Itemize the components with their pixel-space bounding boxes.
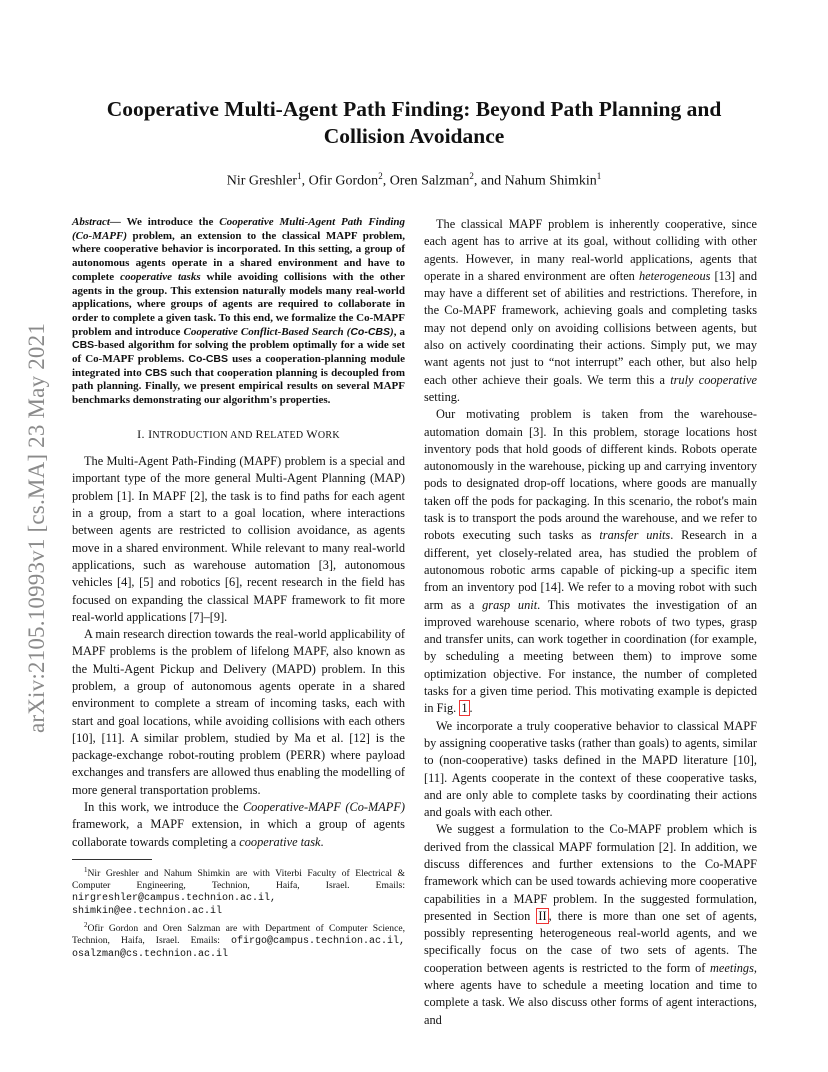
body-paragraph-3: We incorporate a truly cooperative behavior to classical MAPF by assigning cooperative tasks (rather than goals) to agents, similar to (non-cooperative) tasks defined in the MAPD literature [10], [11]. Agents cooperate in the context of these cooperative tasks, and are only able to complete tasks by coordinating their actions and goals with each other. [424,718,757,820]
section-heading: I. INTRODUCTION AND RELATED WORK [137,426,340,441]
intro-paragraph-3: In this work, we introduce the Cooperative-MAPF (Co-MAPF) framework, a MAPF extension, in which a group of agents collaborate towards completing a cooperative task. [72,800,405,849]
email-link[interactable]: nirgreshler@campus.technion.ac.il, [72,893,277,905]
body-paragraph-2: Our motivating problem is taken from the warehouse-automation domain [3]. In this problem, storage locations host inventory pods that hold goods of different kinds. Robots operate autonomously in the warehouse, picking up and carrying inventory pods to designated drop-off locations, where goods are manually taken off the pods for packaging. In this scenario, the robot's main task is to transport the pods around the warehouse, and we refer to robots executing such tasks as transfer units. Research in a different, yet closely-related area, has studied the problem of autonomous robotic arms capable of picking-up a specific item from an inventory pod [14]. We refer to a moving robot with such arm as a grasp unit. This motivates the investigation of an improved warehouse scenario, where robots of two types, grasp and transfer units, can work together in coordination (for example, by scheduling a meeting between them) to improve some optimization objective. For instance, the number of completed tasks for a given time period. This motivating example is depicted in Fig. 1 . [424,407,757,716]
footnote-2: $^2$Ofir Gordon and Oren Salzman are with Department of Computer Science, Technion, Haifa, Israel. Emails: ofirgo@campus.technion.ac.il, osalzman@cs.technion.ac.il [72,920,405,960]
intro-paragraph-2: A main research direction towards the real-world applicability of MAPF problems is the problem of lifelong MAPF, also known as the Multi-Agent Pickup and Delivery (MAPD) problem. In this problem, a group of autonomous agents operate in a shared environment to complete a stream of incoming tasks, each with start and goal locations, while avoiding collisions with each others [10], [11]. A similar problem, studied by Ma et al. [12] is the package-exchange robot-routing problem (PERR) where payload exchanges and transfers are allowed thus enabling the modelling of more general transportation problems. [72,627,405,797]
email-link[interactable]: osalzman@cs.technion.ac.il [72,948,229,960]
footnote-rule [72,859,152,860]
left-column [72,216,405,961]
abstract: Abstract— We introduce the Cooperative Multi-Agent Path Finding (Co-MAPF) problem, an extension to the classical MAPF problem, where cooperative behavior is incorporated. In this setting, a group of autonomous agents operate in a shared environment and have to complete cooperative tasks while avoiding collisions with the other agents in the group. This extension naturally models many real-world applications, where groups of agents are required to collaborate in order to complete a given task. To this end, we formalize the Co-MAPF problem and introduce Cooperative Conflict-Based Search (Co-CBS), a CBS-based algorithm for solving the problem optimally for a wide set of Co-MAPF problems. Co-CBS uses a cooperation-planning module integrated into CBS such that cooperation planning is decoupled from path planning. Finally, we present empirical results on several MAPF benchmarks demonstrating our algorithm's properties. [72,216,406,407]
right-column [424,216,757,1029]
footnote-1: $^1$Nir Greshler and Nahum Shimkin are with Viterbi Faculty of Electrical & Computer Engineering, Technion, Haifa, Israel. Emails: nirgreshler@campus.technion.ac.il, shimkin@ee.technion.ac.il [72,865,405,918]
paper-title: Cooperative Multi-Agent Path Finding: Beyond Path Planning and Collision Avoidance [106,97,722,148]
figure-reference-link[interactable]: 1 [461,701,468,716]
email-link[interactable]: shimkin@ee.technion.ac.il [72,906,223,918]
email-link[interactable]: ofirgo@campus.technion.ac.il, [230,935,405,947]
arxiv-watermark: arXiv:2105.10993v1 [cs.MA] 23 May 2021 [24,322,49,734]
intro-paragraph-1: The Multi-Agent Path-Finding (MAPF) problem is a special and important type of the more general Multi-Agent Planning (MAP) problem [1]. In MAPF [2], the task is to find paths for each agent in a group, from a start to a goal location, where interactions between agents are restricted to collision avoidance, as agents move in a shared environment. While relevant to many real-world applications, such as warehouse automation [3], autonomous vehicles [4], [5] and robotics [6], recent research in the field has focused on expanding the classical MAPF framework to fit more real-world applications [7]–[9]. [72,454,405,624]
footnotes [72,864,405,961]
body-paragraph-4: We suggest a formulation to the Co-MAPF problem which is derived from the classical MAPF formulation [2]. In addition, we discuss differences and further extensions to the Co-MAPF framework which can be used towards achieving more cooperative capabilities in a MAPF problem. In the suggested formulation, presented in Section II , there is more than one set of agents, possibly representing heterogeneous real-world agents, and we specifically focus on the case of two sets of agents. The cooperation between agents is restricted to the form of meetings, where agents have to schedule a meeting location and time to complete a task. We also discuss other forms of agent interactions, and [424,822,757,1027]
author-list: Nir Greshler$^1$, Ofir Gordon$^2$, Oren Salzman$^2$, and Nahum Shimkin$^1$ [226,171,602,189]
section-reference-link[interactable]: II [538,908,547,923]
body-paragraph-1: The classical MAPF problem is inherently cooperative, since each agent has to arrive at its goal, without colliding with other agents. However, in many real-world applications, agents that operate in a shared environment are often heterogeneous [13] and may have a different set of abilities and restrictions. Therefore, in the Co-MAPF framework, achieving goals and completing tasks may not depend only on avoiding collisions between agents, but also on actively coordinating their actions. Simply put, we may want agents not just to “not interrupt” each other, but also help each other achieve their goals. We term this a truly cooperative setting. [424,217,757,404]
